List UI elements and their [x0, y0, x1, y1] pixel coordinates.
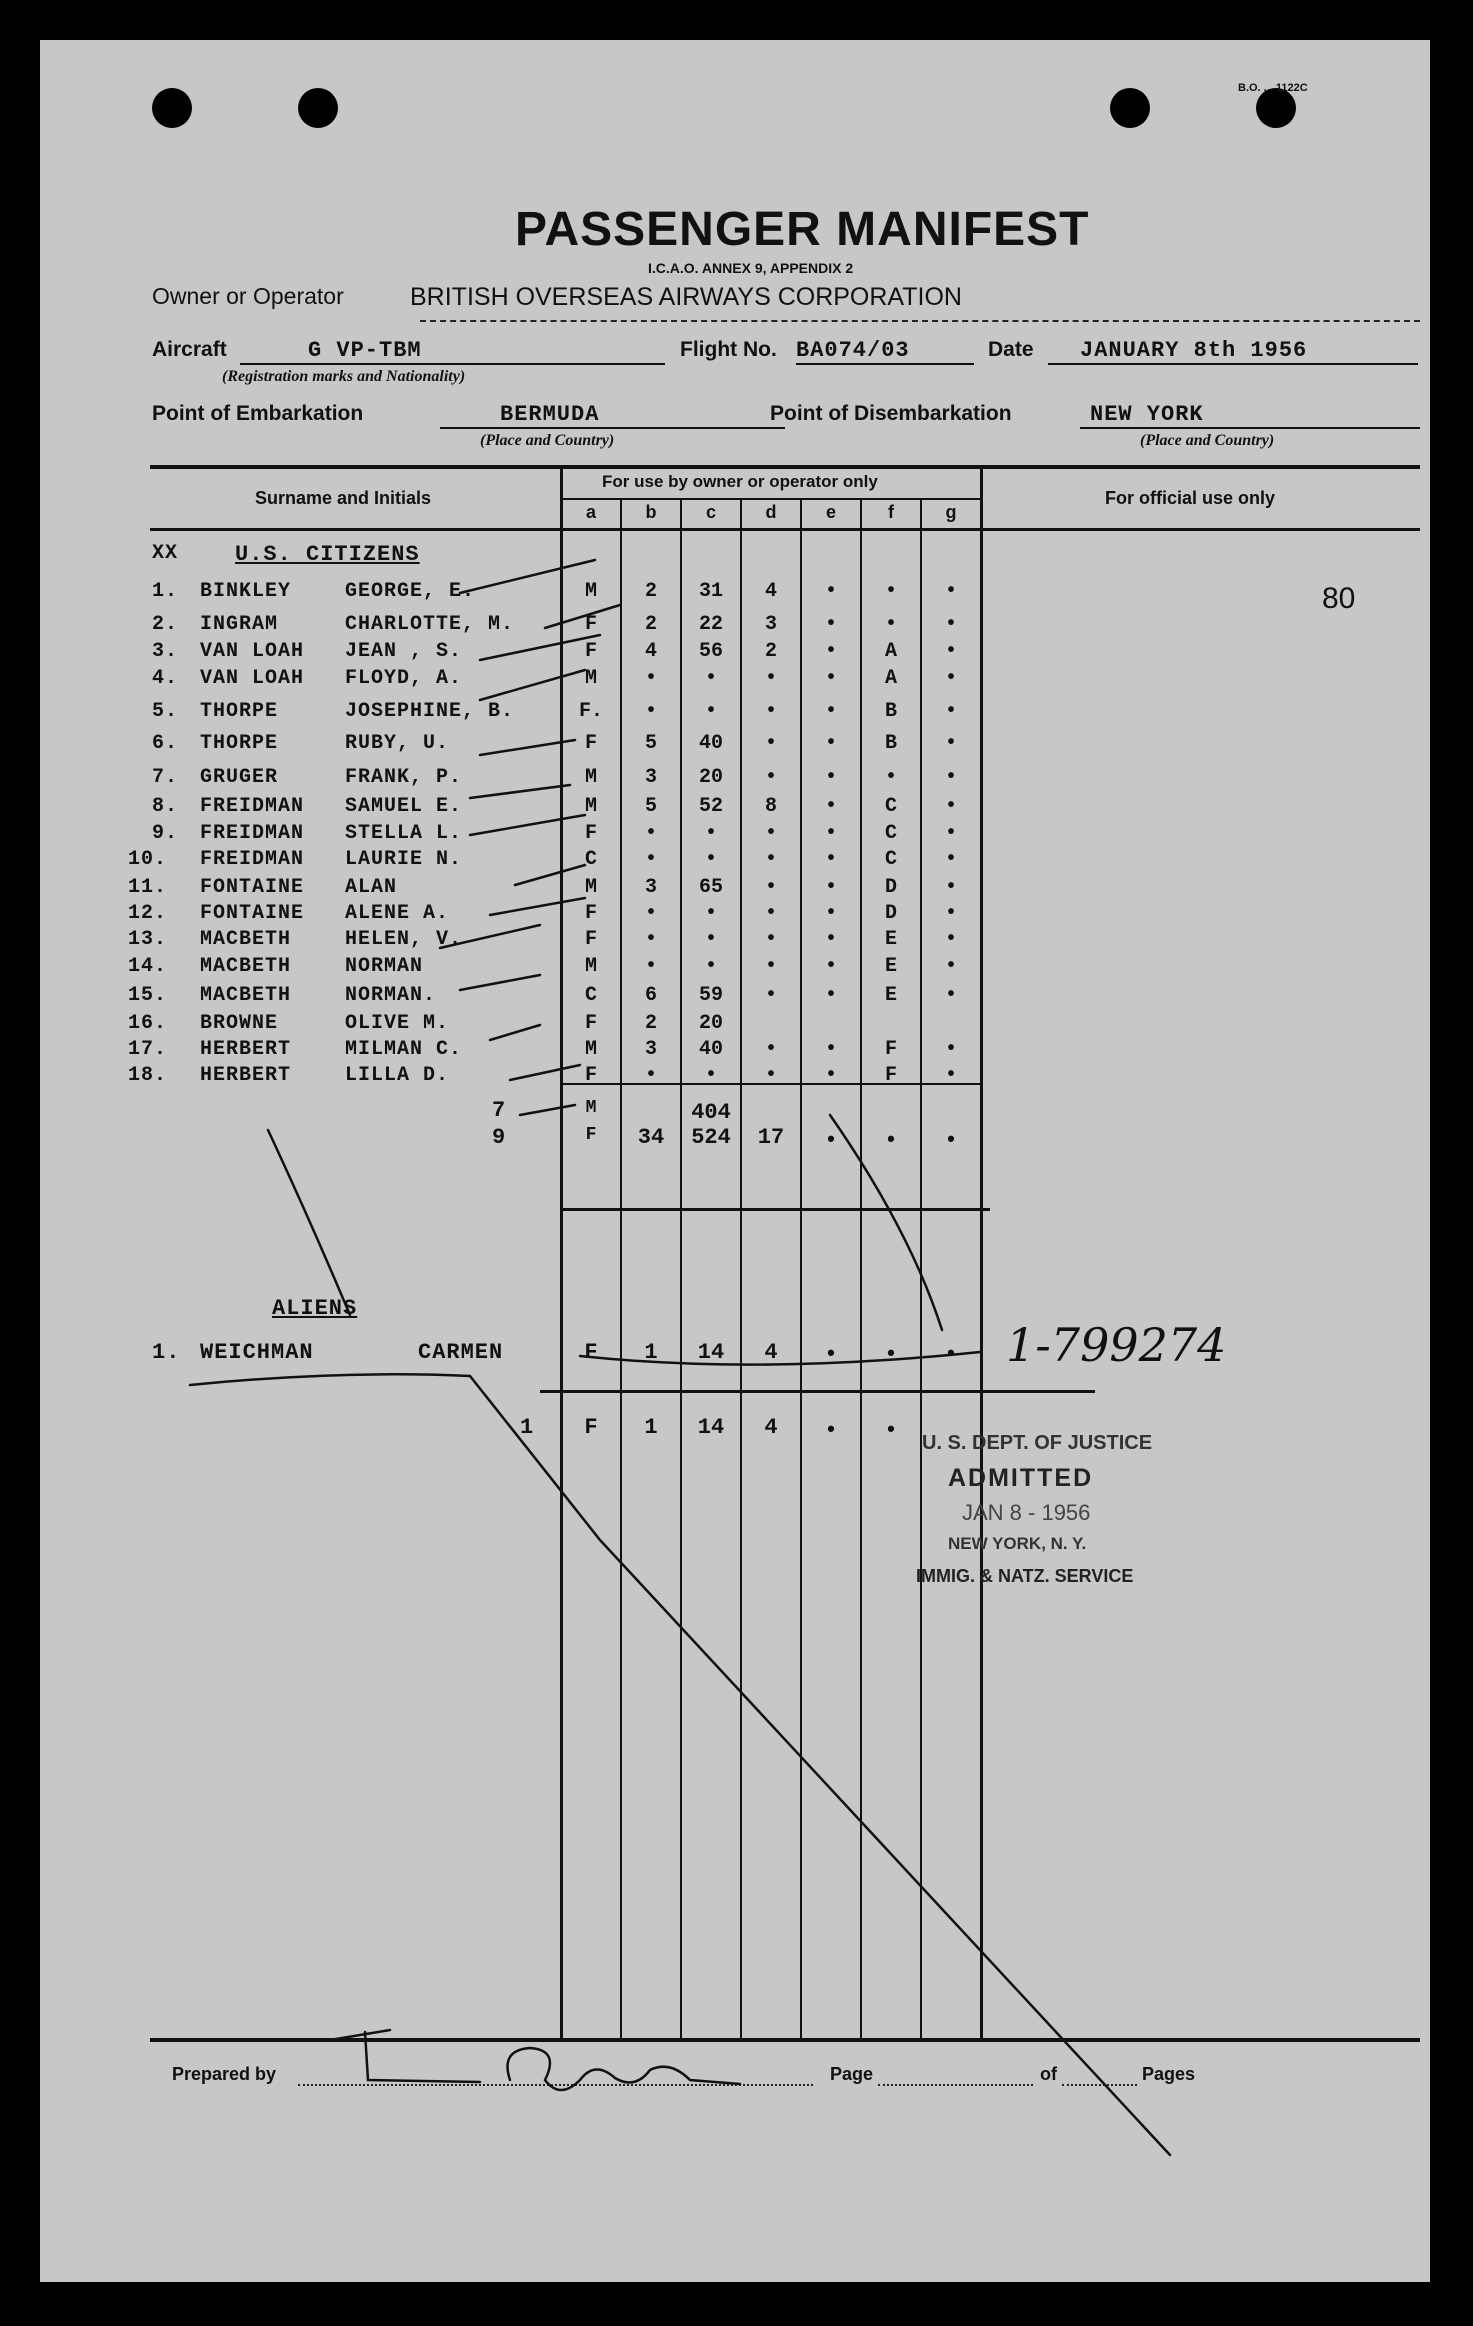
cell-e: •: [824, 928, 837, 951]
cell-g: •: [944, 700, 957, 723]
cell-b: 5: [644, 795, 657, 818]
flight-line: [796, 363, 974, 365]
subtotal-d: 17: [757, 1125, 785, 1150]
cell-f: A: [884, 640, 897, 663]
cell-d: •: [764, 667, 777, 690]
cell-g: •: [944, 902, 957, 925]
subtotal-a-m: M: [585, 1098, 597, 1118]
cell-d: •: [764, 928, 777, 951]
cell-e: •: [824, 732, 837, 755]
cell-b: •: [644, 848, 657, 871]
alien-surname: WEICHMAN: [200, 1340, 314, 1365]
check-line: [470, 785, 570, 798]
section-prefix: XX: [152, 542, 179, 565]
cell-g: •: [944, 732, 957, 755]
cell-f: •: [884, 766, 897, 789]
cell-a: M: [584, 876, 597, 899]
stamp-line: NEW YORK, N. Y.: [948, 1534, 1087, 1553]
disembark-label: Point of Disembarkation: [770, 402, 1012, 425]
page-subtitle: I.C.A.O. ANNEX 9, APPENDIX 2: [648, 260, 854, 276]
subtotal-count-f: 9: [492, 1125, 507, 1150]
cell-g: •: [944, 640, 957, 663]
cell-a: M: [584, 955, 597, 978]
col-letter-rule: [560, 498, 980, 500]
prepared-line: [298, 2084, 813, 2086]
cell-g: •: [944, 667, 957, 690]
alien-total-c: 14: [697, 1415, 725, 1440]
punch-hole: [298, 88, 338, 128]
cell-f: C: [884, 848, 897, 871]
pages-label: Pages: [1142, 2064, 1196, 2084]
alien-total-f: •: [884, 1418, 898, 1443]
alien-total-d: 4: [764, 1415, 778, 1440]
disembark-value: NEW YORK: [1090, 402, 1204, 427]
cell-d: 8: [764, 795, 777, 818]
passenger-surname: HERBERT: [200, 1038, 292, 1061]
row-number: 16.: [128, 1012, 168, 1035]
row-number: 13.: [128, 928, 168, 951]
cell-d: •: [764, 1064, 777, 1087]
cell-g: •: [944, 822, 957, 845]
passenger-given: NORMAN.: [345, 984, 437, 1007]
col-line: [740, 498, 742, 2038]
row-number: 9.: [152, 822, 179, 845]
cell-f: •: [884, 580, 897, 603]
cell-d: 2: [764, 640, 777, 663]
cell-a: F: [584, 902, 597, 925]
alien-total-b: 1: [644, 1415, 658, 1440]
row-number: 18.: [128, 1064, 168, 1087]
row-number: 6.: [152, 732, 179, 755]
cell-f: E: [884, 984, 897, 1007]
alien-underline: [190, 1374, 470, 1385]
disembark-sub: (Place and Country): [1140, 432, 1275, 449]
table-header-rule: [150, 528, 1420, 531]
cell-b: •: [644, 822, 657, 845]
cell-f: F: [884, 1038, 897, 1061]
row-number: 5.: [152, 700, 179, 723]
subtotal-c: 524: [691, 1125, 731, 1150]
cell-a: C: [584, 984, 597, 1007]
page-label: Page: [830, 2064, 874, 2084]
cell-d: •: [764, 1038, 777, 1061]
column-header-e: e: [825, 502, 836, 522]
row-number: 2.: [152, 613, 179, 636]
row-number: 15.: [128, 984, 168, 1007]
aircraft-line: [240, 363, 665, 365]
cell-e: •: [824, 667, 837, 690]
passenger-given: SAMUEL E.: [345, 795, 463, 818]
cell-f: D: [884, 876, 897, 899]
cell-c: 40: [698, 1038, 723, 1061]
cell-b: 3: [644, 1038, 657, 1061]
passenger-surname: FREIDMAN: [200, 848, 305, 871]
row-number: 14.: [128, 955, 168, 978]
cell-f: C: [884, 822, 897, 845]
divider: [420, 320, 1420, 322]
passenger-given: FRANK, P.: [345, 766, 463, 789]
passenger-given: FLOYD, A.: [345, 667, 463, 690]
subtotal-f: •: [884, 1128, 898, 1153]
col-line: [680, 498, 682, 2038]
cell-e: •: [824, 822, 837, 845]
passenger-given: JEAN , S.: [345, 640, 463, 663]
embark-label: Point of Embarkation: [152, 402, 364, 425]
alien-total-a: F: [584, 1415, 598, 1440]
stamp-line: IMMIG. & NATZ. SERVICE: [916, 1566, 1134, 1586]
row-number: 8.: [152, 795, 179, 818]
passenger-surname: FONTAINE: [200, 902, 305, 925]
aircraft-value: G VP-TBM: [308, 338, 422, 363]
embark-sub: (Place and Country): [480, 432, 615, 449]
row-number: 17.: [128, 1038, 168, 1061]
date-line: [1048, 363, 1418, 365]
owner-value: BRITISH OVERSEAS AIRWAYS CORPORATION: [410, 283, 962, 311]
cell-e: •: [824, 848, 837, 871]
aircraft-label: Aircraft: [152, 338, 227, 361]
passenger-surname: VAN LOAH: [200, 667, 305, 690]
subtotal-g: •: [944, 1128, 958, 1153]
prepared-label: Prepared by: [172, 2064, 277, 2084]
alien-a: F: [584, 1340, 598, 1365]
cell-b: •: [644, 1064, 657, 1087]
cell-c: 65: [698, 876, 723, 899]
cell-d: •: [764, 984, 777, 1007]
passenger-surname: FONTAINE: [200, 876, 305, 899]
of-label: of: [1040, 2064, 1057, 2084]
passenger-surname: THORPE: [200, 732, 279, 755]
cell-d: •: [764, 848, 777, 871]
cell-c: •: [704, 902, 717, 925]
flight-label: Flight No.: [680, 338, 777, 361]
subtotal-b: 34: [637, 1125, 665, 1150]
cell-c: •: [704, 700, 717, 723]
alien-num: 1.: [152, 1340, 181, 1365]
cell-d: 3: [764, 613, 777, 636]
cell-g: •: [944, 766, 957, 789]
cell-a: M: [584, 1038, 597, 1061]
cell-g: •: [944, 848, 957, 871]
cell-g: •: [944, 1064, 957, 1087]
row-number: 10.: [128, 848, 168, 871]
cell-a: F: [584, 822, 597, 845]
passenger-surname: THORPE: [200, 700, 279, 723]
cell-b: 2: [644, 613, 657, 636]
punch-hole: [152, 88, 192, 128]
passenger-given: STELLA L.: [345, 822, 463, 845]
column-header-a: a: [585, 502, 596, 522]
passenger-given: MILMAN C.: [345, 1038, 463, 1061]
passenger-surname: FREIDMAN: [200, 795, 305, 818]
section-citizens: U.S. CITIZENS: [235, 542, 420, 567]
subtotal-bottom-rule: [560, 1208, 990, 1211]
cell-g: •: [944, 955, 957, 978]
row-number: 1.: [152, 580, 179, 603]
cell-a: F: [584, 732, 597, 755]
manifest-sheet: [40, 40, 1430, 2282]
cell-b: 6: [644, 984, 657, 1007]
cell-b: •: [644, 700, 657, 723]
cell-c: •: [704, 848, 717, 871]
flight-value: BA074/03: [796, 338, 910, 363]
alien-given: CARMEN: [418, 1340, 504, 1365]
subtotal-rule: [560, 1083, 980, 1085]
passenger-given: CHARLOTTE, M.: [345, 613, 515, 636]
aircraft-sub: (Registration marks and Nationality): [222, 368, 466, 385]
embark-value: BERMUDA: [500, 402, 600, 427]
cell-c: •: [704, 928, 717, 951]
cell-e: •: [824, 700, 837, 723]
punch-hole: [1110, 88, 1150, 128]
cell-d: •: [764, 902, 777, 925]
cell-f: •: [884, 613, 897, 636]
passenger-surname: VAN LOAH: [200, 640, 305, 663]
cell-e: •: [824, 613, 837, 636]
passenger-surname: GRUGER: [200, 766, 279, 789]
cell-d: •: [764, 876, 777, 899]
passenger-given: LAURIE N.: [345, 848, 463, 871]
cell-a: F.: [578, 700, 603, 723]
passenger-surname: HERBERT: [200, 1064, 292, 1087]
column-header-b: b: [645, 502, 657, 522]
embark-line: [440, 427, 785, 429]
cell-b: •: [644, 667, 657, 690]
cell-e: •: [824, 955, 837, 978]
column-header-f: f: [888, 502, 894, 522]
passenger-given: ALENE A.: [345, 902, 450, 925]
cell-f: B: [884, 700, 897, 723]
passenger-given: ALAN: [345, 876, 398, 899]
cell-c: 31: [698, 580, 723, 603]
subtotal-e: •: [824, 1128, 838, 1153]
official-use-header: For official use only: [1105, 488, 1276, 508]
column-header-g: g: [945, 502, 957, 522]
cell-c: 59: [698, 984, 723, 1007]
cell-f: D: [884, 902, 897, 925]
check-line: [460, 975, 540, 990]
check-line: [490, 1025, 540, 1040]
cell-f: A: [884, 667, 897, 690]
official-note: 80: [1322, 582, 1356, 615]
col-line: [800, 498, 802, 2038]
cell-d: •: [764, 732, 777, 755]
cell-b: 2: [644, 1012, 657, 1035]
row-number: 12.: [128, 902, 168, 925]
cell-a: F: [584, 613, 597, 636]
cell-f: F: [884, 1064, 897, 1087]
cell-c: •: [704, 667, 717, 690]
punch-hole: [1256, 88, 1296, 128]
passenger-surname: INGRAM: [200, 613, 279, 636]
row-number: 11.: [128, 876, 168, 899]
col-line: [860, 498, 862, 2038]
stamp-line: U. S. DEPT. OF JUSTICE: [922, 1432, 1153, 1454]
cell-a: M: [584, 580, 597, 603]
date-label: Date: [988, 338, 1034, 361]
cell-f: E: [884, 928, 897, 951]
date-value: JANUARY 8th 1956: [1080, 338, 1308, 363]
cell-c: 20: [698, 1012, 723, 1035]
cell-b: •: [644, 928, 657, 951]
cell-a: F: [584, 1012, 597, 1035]
cell-g: •: [944, 580, 957, 603]
row-number: 3.: [152, 640, 179, 663]
alien-total-count: 1: [520, 1415, 535, 1440]
of-line: [1062, 2084, 1137, 2086]
cell-e: •: [824, 795, 837, 818]
subtotal-c-top: 404: [691, 1100, 731, 1125]
stamp-line: JAN 8 - 1956: [962, 1500, 1091, 1525]
row-number: 4.: [152, 667, 179, 690]
passenger-given: HELEN, V.: [345, 928, 463, 951]
cell-b: 5: [644, 732, 657, 755]
cell-e: •: [824, 580, 837, 603]
passenger-given: OLIVE M.: [345, 1012, 450, 1035]
cell-e: •: [824, 902, 837, 925]
cell-b: •: [644, 902, 657, 925]
passenger-surname: FREIDMAN: [200, 822, 305, 845]
cell-c: •: [704, 822, 717, 845]
passenger-surname: MACBETH: [200, 984, 292, 1007]
table-top-rule: [150, 465, 1420, 469]
cell-a: F: [584, 640, 597, 663]
cell-c: •: [704, 955, 717, 978]
page-line: [878, 2084, 1033, 2086]
col-line: [980, 468, 983, 2038]
passenger-surname: MACBETH: [200, 928, 292, 951]
cell-e: •: [824, 766, 837, 789]
handwritten-alien-number: 1-799274: [1006, 1318, 1227, 1372]
cell-d: •: [764, 766, 777, 789]
surname-header: Surname and Initials: [255, 488, 432, 508]
cell-a: F: [584, 928, 597, 951]
alien-c: 14: [697, 1340, 725, 1365]
cell-c: 40: [698, 732, 723, 755]
col-line: [620, 498, 622, 2038]
cell-f: C: [884, 795, 897, 818]
cell-d: 4: [764, 580, 777, 603]
cell-e: •: [824, 984, 837, 1007]
cell-b: 3: [644, 766, 657, 789]
alien-f: •: [884, 1342, 898, 1367]
disembark-line: [1080, 427, 1420, 429]
cell-g: •: [944, 1038, 957, 1061]
alien-total-rule: [540, 1390, 1095, 1393]
cell-a: M: [584, 766, 597, 789]
cell-a: C: [584, 848, 597, 871]
cell-c: 22: [698, 613, 723, 636]
owner-use-header: For use by owner or operator only: [602, 472, 878, 491]
passenger-given: LILLA D.: [345, 1064, 450, 1087]
subtotal-a-f: F: [585, 1125, 597, 1145]
cell-e: •: [824, 1038, 837, 1061]
passenger-given: NORMAN: [345, 955, 424, 978]
cell-g: •: [944, 984, 957, 1007]
cell-b: 2: [644, 580, 657, 603]
passenger-surname: MACBETH: [200, 955, 292, 978]
cell-e: •: [824, 876, 837, 899]
cell-a: F: [584, 1064, 597, 1087]
passenger-given: JOSEPHINE, B.: [345, 700, 515, 723]
alien-d: 4: [764, 1340, 778, 1365]
cell-e: •: [824, 640, 837, 663]
cell-b: 4: [644, 640, 657, 663]
cell-c: 20: [698, 766, 723, 789]
cell-b: 3: [644, 876, 657, 899]
passenger-surname: BINKLEY: [200, 580, 292, 603]
passenger-given: RUBY, U.: [345, 732, 450, 755]
cell-e: •: [824, 1064, 837, 1087]
col-line: [920, 498, 922, 2038]
alien-e: •: [824, 1342, 838, 1367]
cell-c: 52: [698, 795, 723, 818]
row-number: 7.: [152, 766, 179, 789]
form-code: B.O. ... 1122C: [1238, 82, 1308, 94]
cell-c: 56: [698, 640, 723, 663]
cell-g: •: [944, 795, 957, 818]
cell-a: M: [584, 795, 597, 818]
table-bottom-rule: [150, 2038, 1420, 2042]
cell-d: •: [764, 955, 777, 978]
cell-a: M: [584, 667, 597, 690]
pen-stroke: [268, 1130, 350, 1315]
alien-b: 1: [644, 1340, 658, 1365]
cell-g: •: [944, 613, 957, 636]
cell-g: •: [944, 876, 957, 899]
alien-total-e: •: [824, 1418, 838, 1443]
column-header-c: c: [705, 502, 716, 522]
cell-d: •: [764, 822, 777, 845]
owner-label: Owner or Operator: [152, 283, 344, 309]
passenger-surname: BROWNE: [200, 1012, 279, 1035]
page-title: PASSENGER MANIFEST: [515, 203, 1090, 256]
passenger-given: GEORGE, E.: [345, 580, 476, 603]
column-header-d: d: [765, 502, 777, 522]
cell-g: •: [944, 928, 957, 951]
cell-b: •: [644, 955, 657, 978]
section-aliens: ALIENS: [272, 1296, 358, 1321]
alien-g: •: [944, 1342, 958, 1367]
cell-c: •: [704, 1064, 717, 1087]
cell-d: •: [764, 700, 777, 723]
cell-f: E: [884, 955, 897, 978]
cell-f: B: [884, 732, 897, 755]
stamp-line: ADMITTED: [948, 1464, 1094, 1492]
subtotal-count-m: 7: [492, 1098, 507, 1123]
